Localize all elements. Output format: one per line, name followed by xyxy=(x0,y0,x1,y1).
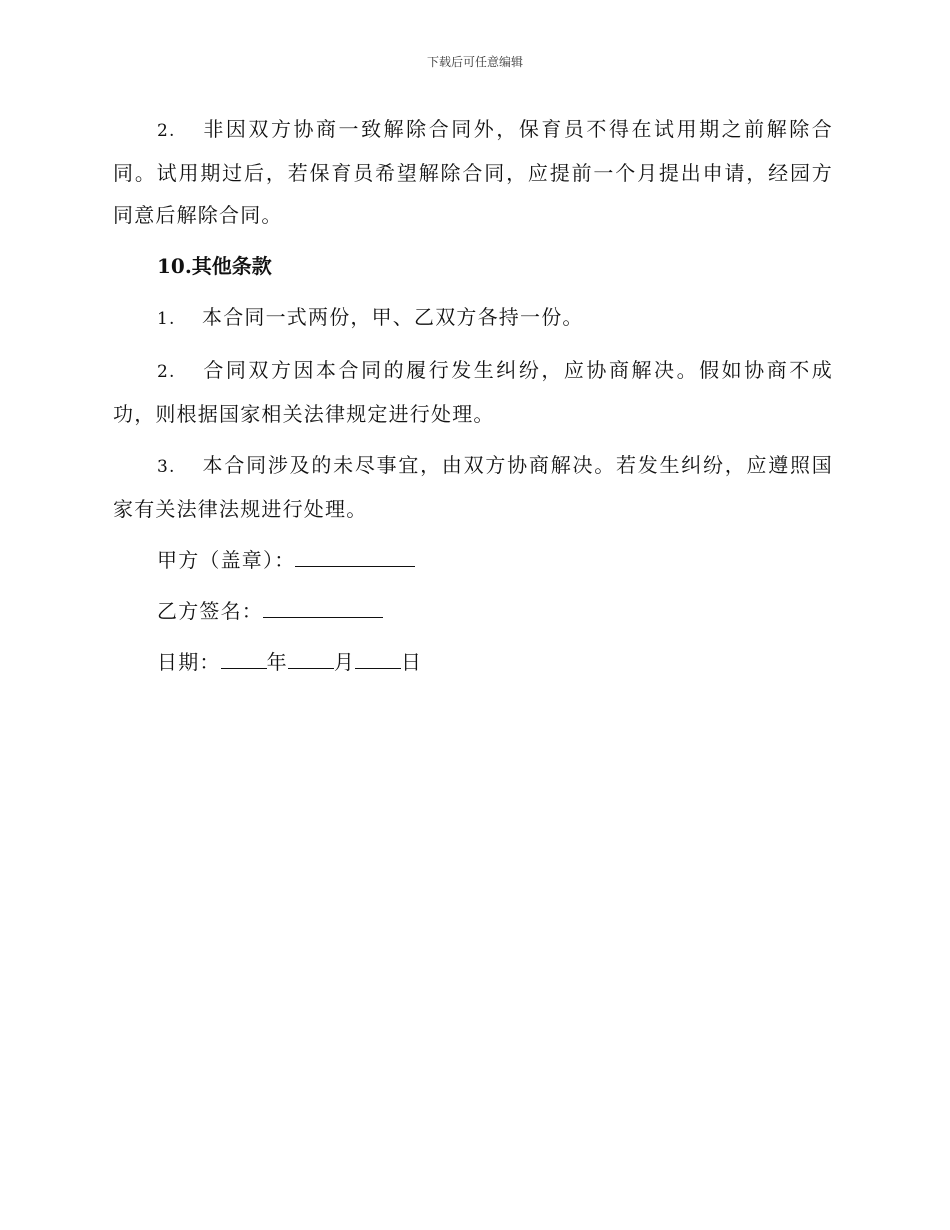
party-a-label: 甲方（盖章）： xyxy=(157,548,296,572)
clause-number: 2. xyxy=(157,121,176,141)
month-blank[interactable] xyxy=(288,646,334,669)
page-header: 下载后可任意编辑 xyxy=(426,55,523,69)
section-heading: 10.其他条款 xyxy=(157,254,272,278)
list-item xyxy=(113,444,833,530)
date-line xyxy=(157,641,833,683)
party-b-line xyxy=(157,590,833,632)
item-text: 合同双方因本合同的履行发生纠纷，应协商解决。假如协商不成功，则根据国家相关法律规定进行处理。 xyxy=(113,358,833,426)
item-text: 本合同一式两份，甲、乙双方各持一份。 xyxy=(202,305,584,329)
party-b-blank[interactable] xyxy=(263,595,383,618)
item-text: 本合同涉及的未尽事宜，由双方协商解决。若发生纠纷，应遵照国家有关法律法规进行处理。 xyxy=(113,453,833,521)
day-label: 日 xyxy=(401,650,423,674)
party-b-label: 乙方签名： xyxy=(157,599,263,623)
clause-text: 非因双方协商一致解除合同外，保育员不得在试用期之前解除合同。试用期过后，若保育员希望解除合同，应提前一个月提出申请，经园方同意后解除合同。 xyxy=(113,117,833,227)
item-number: 3. xyxy=(157,457,176,477)
list-item xyxy=(113,349,833,435)
month-label: 月 xyxy=(333,650,356,674)
date-label: 日期： xyxy=(157,650,221,674)
list-item xyxy=(113,296,833,340)
year-label: 年 xyxy=(266,650,288,674)
clause-paragraph xyxy=(113,108,833,236)
item-number: 1. xyxy=(157,309,176,329)
day-blank[interactable] xyxy=(355,646,401,669)
party-a-blank[interactable] xyxy=(295,544,415,567)
year-blank[interactable] xyxy=(221,646,267,669)
party-a-line xyxy=(157,539,833,581)
item-number: 2. xyxy=(157,362,176,382)
document-body xyxy=(113,108,833,692)
